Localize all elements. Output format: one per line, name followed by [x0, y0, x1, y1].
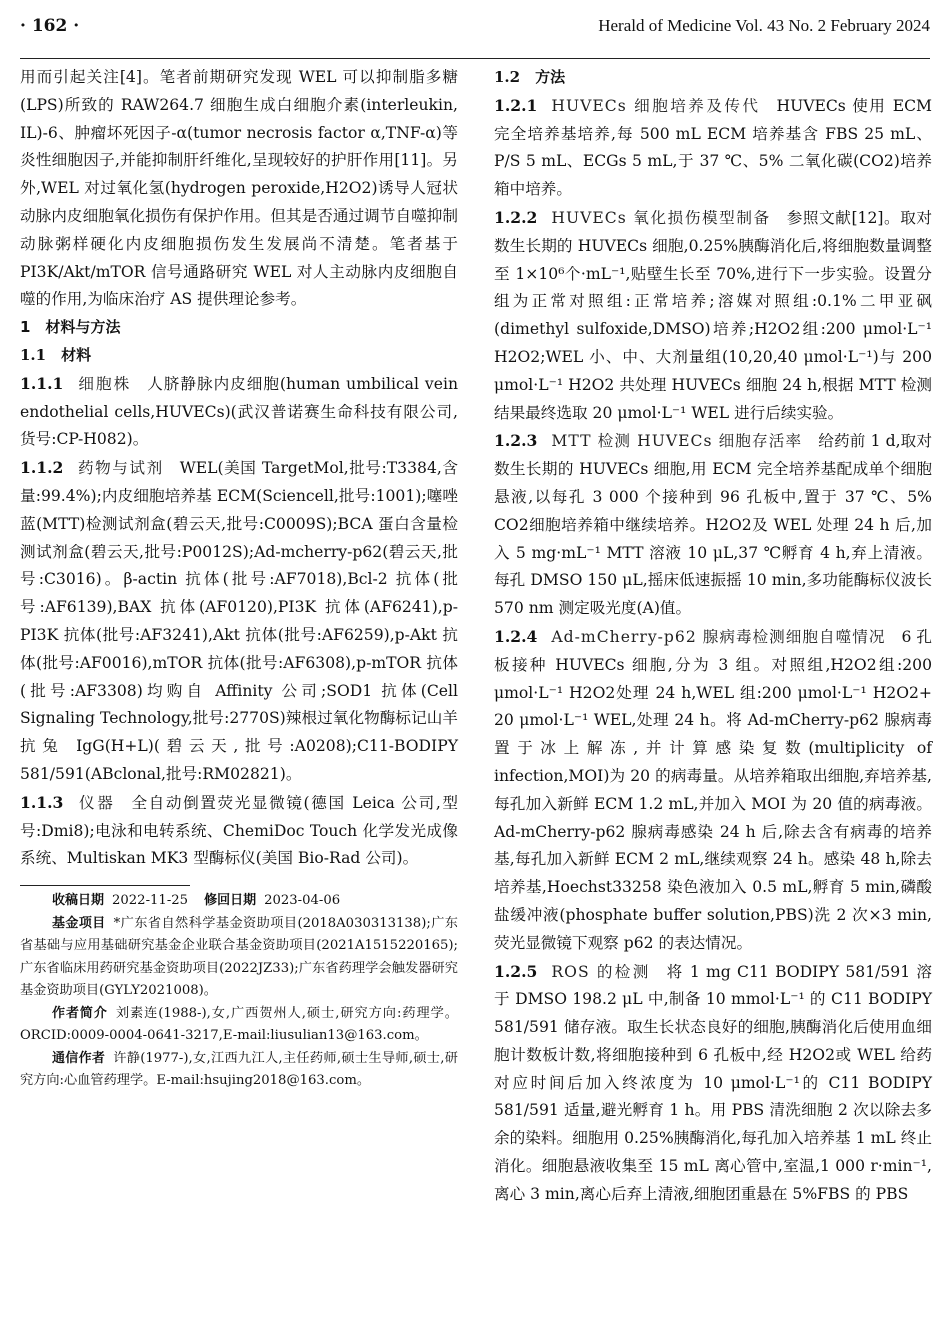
- received-label: 收稿日期: [52, 893, 105, 909]
- footnote-corresponding: [20, 1048, 458, 1093]
- subsection-text: 人脐静脉内皮细胞(human umbilical vein endothelial cells,HUVECs)(武汉普诺赛生命科技有限公司,货号:CP-H082)。: [20, 374, 458, 449]
- corresponding-label: 通信作者: [52, 1050, 106, 1066]
- subsection-text: 将 1 mg C11 BODIPY 581/591 溶于 DMSO 198.2 μL 中,制备 10 mmol·L⁻¹ 的 C11 BODIPY 581/591 储存液。取生长状态良好的细胞,胰酶消化后使用血细胞计数板计数,将细胞接种到 6 孔板中,经 H2O2或 WEL 给药对应时间后加入终浓度为 10 μmol·L⁻¹的 C11 BODIPY 581/591 适量,避光孵育 1 h。用 PBS 清洗细胞 2 次以除去多余的染料。细胞用 0.25%胰酶消化,每孔加入培养基 1 mL 终止消化。细胞悬液收集至 15 mL 离心管中,室温,1 000 r·min⁻¹,离心 3 min,离心后弃上清液,细胞团重悬在 5%FBS 的 PBS: [494, 962, 933, 1203]
- section-heading-1-1: 1.1 材料: [20, 345, 92, 364]
- subsection-1-1-2: [20, 454, 458, 789]
- subsection-text: 参照文献[12]。取对数生长期的 HUVECs 细胞,0.25%胰酶消化后,将细胞数量调整至 1×10⁶个·mL⁻¹,贴壁生长至 70%,进行下一步实验。设置分组为正常对照组:正常培养;溶媒对照组:0.1%二甲亚砜(dimethyl sulfoxide,DMSO)培养;H2O2组:200 μmol·L⁻¹ H2O2;WEL 小、中、大剂量组(10,20,40 μmol·L⁻¹)与 200 μmol·L⁻¹ H2O2 共处理 HUVECs 细胞 24 h,根据 MTT 检测结果最终选取 20 μmol·L⁻¹ WEL 进行后续实验。: [494, 208, 933, 422]
- subsection-title: HUVECs 细胞培养及传代: [551, 96, 761, 115]
- page-header: [20, 0, 930, 59]
- corresponding-text: 许静(1977-),女,江西九江人,主任药师,硕士生导师,硕士,研究方向:心血管药理学。E-mail:hsujing2018@163.com。: [20, 1050, 458, 1089]
- subsection-text: HUVECs 使用 ECM 完全培养基培养,每 500 mL ECM 培养基含 FBS 25 mL、P/S 5 mL、ECGs 5 mL,于 37 ℃、5% 二氧化碳(CO2)培养箱中培养。: [494, 96, 932, 199]
- subsection-title: 药物与试剂: [77, 459, 164, 478]
- subsection-title: ROS 的检测: [551, 962, 651, 981]
- subsection-number: 1.1.1: [20, 373, 64, 393]
- subsection-number: 1.2.5: [494, 961, 538, 981]
- subsection-1-2-5: [494, 958, 932, 1209]
- subsection-number: 1.2.3: [494, 431, 538, 451]
- subsection-1-2-4: [494, 623, 932, 958]
- subsection-text: 给药前 1 d,取对数生长期的 HUVECs 细胞,用 ECM 完全培养基配成单个细胞悬液,以每孔 3 000 个接种到 96 孔板中,置于 37 ℃、5% CO2细胞培养箱中继续培养。H2O2及 WEL 处理 24 h 后,加入 5 mg·mL⁻¹ MTT 溶液 10 μL,37 ℃孵育 4 h,弃上清液。每孔 DMSO 150 μL,摇床低速振摇 10 min,多功能酶标仪波长 570 nm 测定吸光度(A)值。: [494, 432, 933, 618]
- subsection-1-2-1: [494, 92, 932, 204]
- footnote-fund: [20, 913, 458, 1003]
- fund-text: *广东省自然科学基金资助项目(2018A030313138);广东省基础与应用基础研究基金企业联合基金资助项目(2021A1515220165);广东省临床用药研究基金资助项目(2022JZ33);广东省药理学会触发器研究基金资助项目(GYLY2021008)。: [20, 915, 458, 999]
- section-heading-1-2: 1.2 方法: [494, 68, 566, 86]
- subsection-text: WEL(美国 TargetMol,批号:T3384,含量:99.4%);内皮细胞培养基 ECM(Sciencell,批号:1001);噻唑蓝(MTT)检测试剂盒(碧云天,批号:C0009S);BCA 蛋白含量检测试剂盒(碧云天,批号:P0012S);Ad-mcherry-p62(碧云天,批号:C3016)。β-actin 抗体(批号:AF7018),Bcl-2 抗体(批号:AF6139),BAX 抗体(AF0120),PI3K 抗体(AF6241),p-PI3K 抗体(批号:AF3241),Akt 抗体(批号:AF6259),p-Akt 抗体(批号:AF0016),mTOR 抗体(批号:AF6308),p-mTOR 抗体(批号:AF3308)均购自 Affinity 公司;SOD1 抗体(Cell Signaling Technology,批号:2770S)辣根过氧化物酶标记山羊抗兔 IgG(H+L)(碧云天,批号:A0208);C11-BODIPY 581/591(ABclonal,批号:RM02821)。: [20, 459, 458, 783]
- revised-date: 2023-04-06: [264, 893, 341, 909]
- left-column: [20, 64, 458, 1093]
- right-column: [494, 64, 932, 1209]
- footnote-dates: [20, 890, 458, 913]
- subsection-number: 1.2.4: [494, 626, 538, 646]
- subsection-title: Ad-mCherry-p62 腺病毒检测细胞自噬情况: [551, 627, 886, 646]
- subsection-title: MTT 检测 HUVECs 细胞存活率: [551, 432, 803, 451]
- subsection-text: 全自动倒置荧光显微镜(德国 Leica 公司,型号:Dmi8);电泳和电转系统、ChemiDoc Touch 化学发光成像系统、Multiskan MK3 型酶标仪(美国 Bio-Rad 公司)。: [20, 793, 458, 868]
- revised-label: 修回日期: [204, 893, 257, 909]
- subsection-1-2-3: [494, 427, 932, 623]
- subsection-number: 1.1.3: [20, 792, 64, 812]
- subsection-1-2-2: [494, 204, 932, 427]
- section-heading-1: 1 材料与方法: [20, 318, 121, 337]
- subsection-title: 细胞株: [77, 374, 132, 393]
- fund-label: 基金项目: [52, 915, 106, 931]
- author-text: 刘素连(1988-),女,广西贺州人,硕士,研究方向:药理学。ORCID:0009-0004-0641-3217,E-mail:liusulian13@163.com。: [20, 1005, 458, 1044]
- subsection-1-1-1: [20, 370, 458, 454]
- footnote-author: [20, 1003, 458, 1048]
- subsection-number: 1.2.1: [494, 95, 538, 115]
- subsection-1-1-3: [20, 789, 458, 873]
- subsection-title: HUVECs 氧化损伤模型制备: [551, 208, 771, 227]
- author-label: 作者简介: [52, 1005, 108, 1021]
- subsection-title: 仪器: [77, 793, 116, 812]
- footnote-divider: [20, 885, 190, 886]
- journal-info: Herald of Medicine Vol. 43 No. 2 February 2024: [598, 16, 930, 35]
- subsection-number: 1.2.2: [494, 207, 538, 227]
- subsection-number: 1.1.2: [20, 458, 64, 478]
- received-date: 2022-11-25: [112, 893, 189, 909]
- subsection-text: 6 孔板接种 HUVECs 细胞,分为 3 组。对照组,H2O2组:200 μmol·L⁻¹ H2O2处理 24 h,WEL 组:200 μmol·L⁻¹ H2O2+ 20 μmol·L⁻¹ WEL,处理 24 h。将 Ad-mCherry-p62 腺病毒置于冰上解冻,并计算感染复数(multiplicity of infection,MOI)为 20 的病毒量。从培养箱取出细胞,弃培养基,每孔加入新鲜 ECM 1.2 mL,并加入 MOI 为 20 值的病毒液。Ad-mCherry-p62 腺病毒感染 24 h 后,除去含有病毒的培养基,每孔加入新鲜 ECM 2 mL,继续观察 24 h。感染 48 h,除去培养基,Hoechst33258 染色液加入 0.5 mL,孵育 5 min,磷酸盐缓冲液(phosphate buffer solution,PBS)洗 2 次×3 min,荧光显微镜下观察 p62 的表达情况。: [494, 627, 932, 952]
- page-number: · 162 ·: [20, 16, 80, 36]
- intro-paragraph: 用而引起关注[4]。笔者前期研究发现 WEL 可以抑制脂多糖(LPS)所致的 RAW264.7 细胞生成白细胞介素(interleukin, IL)-6、肿瘤坏死因子-α(tumor necrosis factor α,TNF-α)等炎性细胞因子,并能抑制肝纤维化,呈现较好的护肝作用[11]。另外,WEL 对过氧化氢(hydrogen peroxide,H2O2)诱导人冠状动脉内皮细胞氧化损伤有保护作用。但其是否通过调节自噬抑制动脉粥样硬化内皮细胞损伤发生发展尚不清楚。笔者基于 PI3K/Akt/mTOR 信号通路研究 WEL 对人主动脉内皮细胞自噬的作用,为临床治疗 AS 提供理论参考。: [20, 68, 458, 309]
